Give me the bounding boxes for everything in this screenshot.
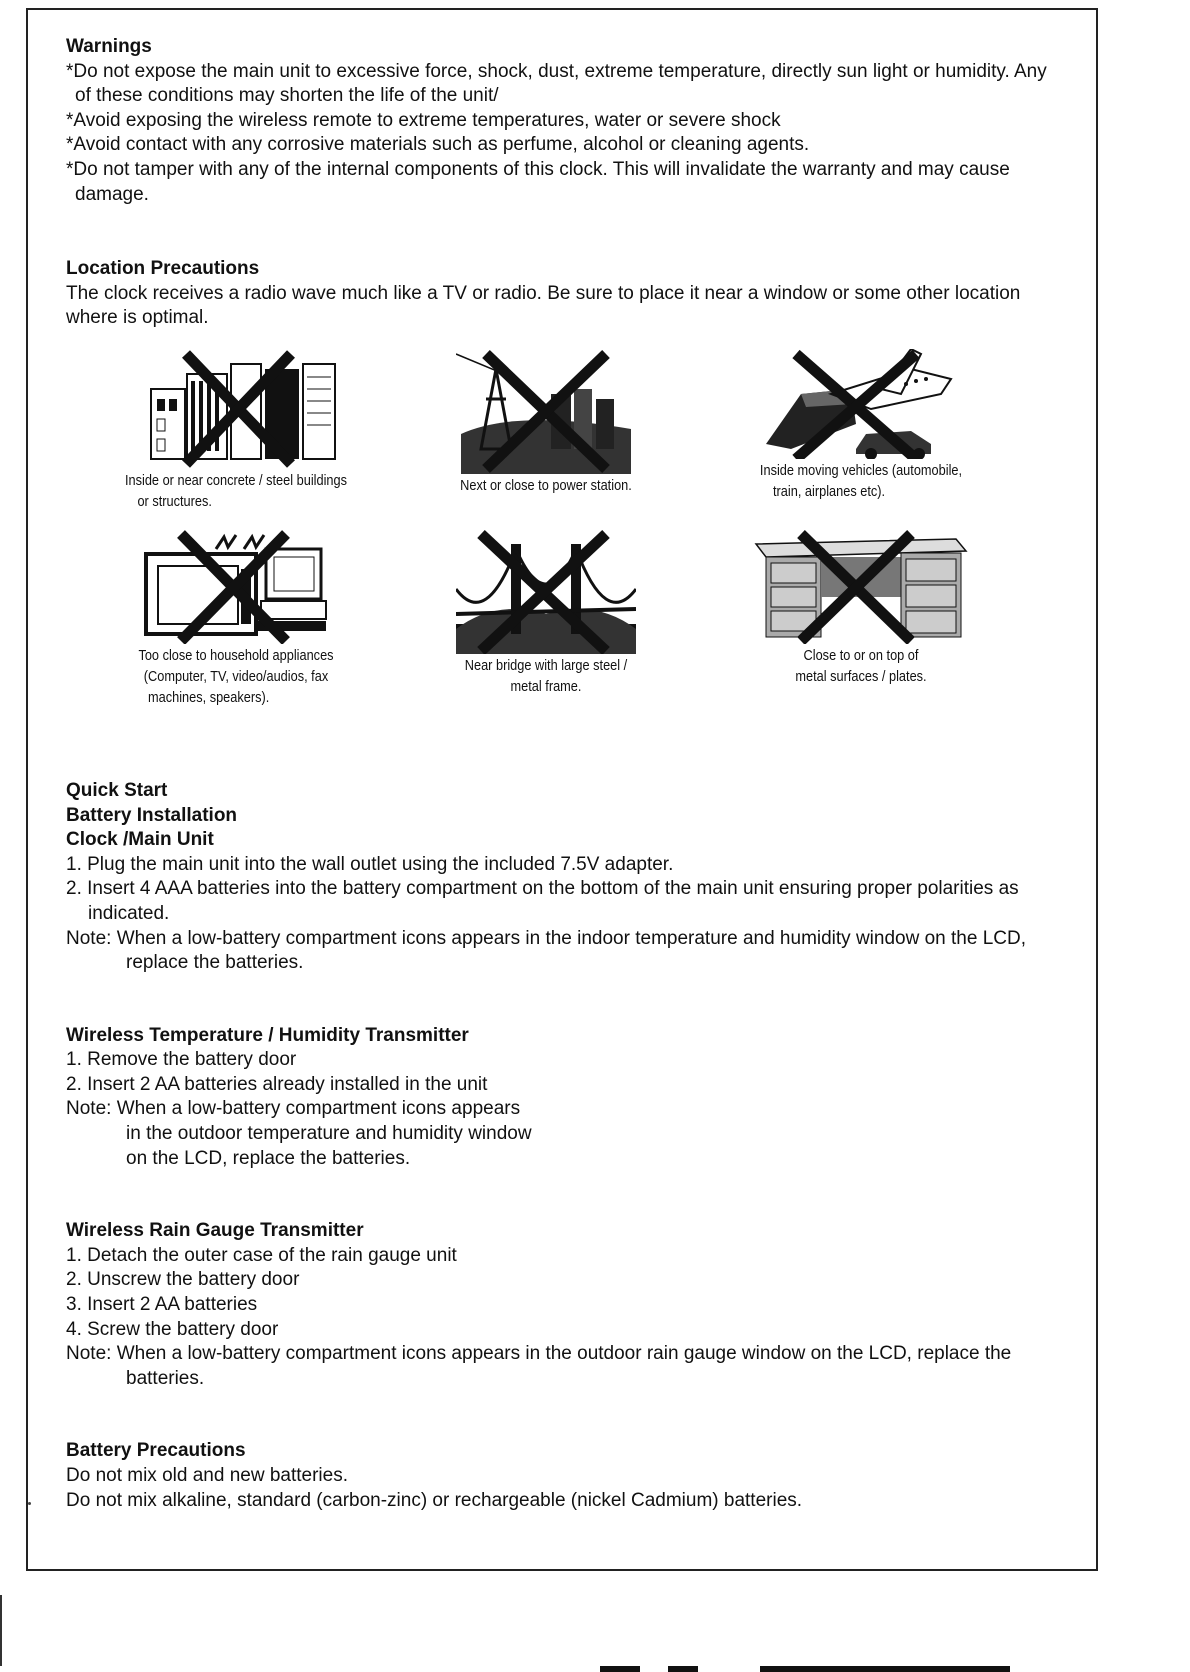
warning-item: *Avoid contact with any corrosive materials such as perfume, alcohol or cleaning agents. (66, 134, 810, 156)
figure-caption: Next or close to power station. (460, 477, 632, 494)
note-text: Note: When a low-battery compartment icons appears in the outdoor rain gauge window on the LCD, replace the batteries. (66, 1343, 1012, 1389)
warning-item: *Avoid exposing the wireless remote to extreme temperatures, water or severe shock (66, 109, 781, 131)
location-section (66, 257, 1066, 779)
note-text: Note: When a low-battery compartment icons appears (66, 1098, 521, 1120)
step-item: 2. Insert 2 AA batteries already installed in the unit (66, 1073, 488, 1095)
appliances-icon (136, 529, 336, 644)
figure-caption: machines, speakers). (148, 689, 270, 706)
figure-caption: Near bridge with large steel / (464, 657, 628, 674)
step-item: 1. Detach the outer case of the rain gauge unit (66, 1244, 457, 1266)
figure-appliances (106, 529, 366, 707)
note-text: in the outdoor temperature and humidity window (126, 1123, 532, 1145)
document-body (66, 35, 1066, 1513)
location-text: The clock receives a radio wave much like a TV or radio. Be sure to place it near a window or some other location where is optimal. (66, 282, 1021, 329)
figure-caption: Inside or near concrete / steel buildings (124, 472, 348, 489)
temp-transmitter-section (66, 1024, 1066, 1172)
figure-caption: (Computer, TV, video/audios, fax (143, 668, 329, 685)
step-item: 2. Insert 4 AAA batteries into the battery compartment on the bottom of the main unit ensuring proper polarities as indicated. (66, 878, 1019, 924)
warnings-section (66, 35, 1066, 207)
figure-caption: train, airplanes etc). (773, 483, 886, 500)
note-text: Note: When a low-battery compartment icons appears in the indoor temperature and humidity window on the LCD, replace the batteries. (66, 927, 1026, 974)
step-item: 1. Remove the battery door (66, 1049, 297, 1071)
quick-start-section (66, 779, 1066, 976)
figure-caption: metal surfaces / plates. (795, 668, 927, 685)
power-station-icon (456, 349, 636, 474)
figure-power-station (426, 349, 666, 495)
figure-caption: Too close to household appliances (138, 647, 334, 664)
battery-precautions-section (66, 1439, 1066, 1513)
precaution-item: Do not mix old and new batteries. (66, 1465, 348, 1486)
figure-desk (731, 529, 991, 686)
figure-caption: or structures. (137, 493, 212, 510)
figure-bridge (426, 529, 666, 696)
location-title: Location Precautions (66, 258, 260, 280)
rain-transmitter-section (66, 1219, 1066, 1391)
step-item: 3. Insert 2 AA batteries (66, 1294, 258, 1316)
figure-caption: metal frame. (510, 678, 582, 695)
scan-bottom-strip (0, 1666, 1190, 1672)
vehicles-icon (761, 349, 961, 459)
battery-installation-title: Battery Installation (66, 804, 238, 826)
battery-precautions-title: Battery Precautions (66, 1440, 246, 1462)
quick-start-title: Quick Start (66, 779, 168, 801)
main-unit-title: Clock /Main Unit (66, 829, 214, 851)
scan-edge (0, 1595, 2, 1672)
warnings-title: Warnings (66, 36, 152, 57)
figure-caption: Close to or on top of (803, 647, 919, 664)
note-text: on the LCD, replace the batteries. (126, 1147, 411, 1169)
warning-item: *Do not expose the main unit to excessive force, shock, dust, extreme temperature, directly sun light or humidity. Any of these conditions may shorten the life of the unit/ (66, 60, 1047, 107)
figure-buildings (106, 349, 366, 511)
figure-caption: Inside moving vehicles (automobile, (759, 462, 963, 479)
rain-transmitter-title: Wireless Rain Gauge Transmitter (66, 1220, 364, 1242)
buildings-icon (131, 349, 341, 469)
scan-dot (28, 1502, 31, 1505)
step-item: 1. Plug the main unit into the wall outlet using the included 7.5V adapter. (66, 853, 674, 875)
step-item: 4. Screw the battery door (66, 1318, 279, 1340)
temp-transmitter-title: Wireless Temperature / Humidity Transmitter (66, 1024, 469, 1046)
step-item: 2. Unscrew the battery door (66, 1269, 300, 1291)
figure-vehicles (731, 349, 991, 501)
bridge-icon (456, 529, 636, 654)
precaution-item: Do not mix alkaline, standard (carbon-zinc) or rechargeable (nickel Cadmium) batteries. (66, 1489, 803, 1511)
warning-item: *Do not tamper with any of the internal components of this clock. This will invalidate the warranty and may cause damage. (66, 158, 1010, 205)
location-figures (66, 349, 1066, 779)
desk-icon (751, 529, 971, 644)
